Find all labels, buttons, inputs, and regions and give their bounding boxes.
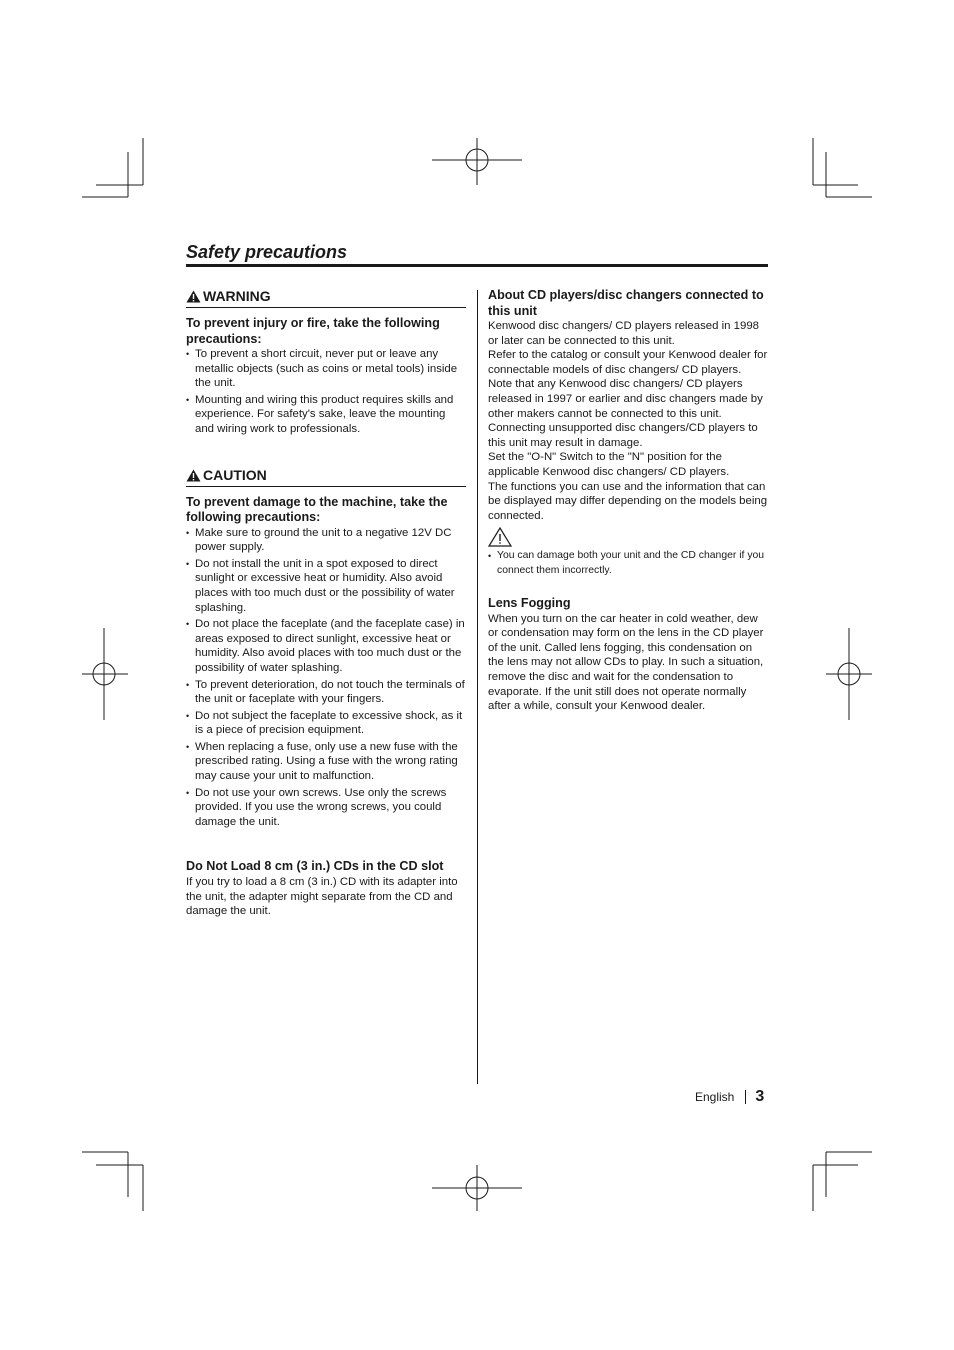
cd-changers-paragraph: Kenwood disc changers/ CD players released in 1998 or later can be connected to this unit. xyxy=(488,320,760,347)
page-number: 3 xyxy=(755,1088,765,1105)
lens-fogging-body: When you turn on the car heater in cold weather, dew or condensation may form on the lens in the CD player of the unit. Called lens fogging, this condensation on the lens may not allow CDs to play. In such a situation, remove the disc and wait for the condensation to evaporate. If the unit still does not operate normally after a while, consult your Kenwood dealer. xyxy=(488,612,764,713)
list-item: • When replacing a fuse, only use a new fuse with the prescribed rating. Using a fuse with the wrong rating may cause your unit to malfunction. xyxy=(186,740,466,784)
left-column xyxy=(186,288,466,919)
caution-heading xyxy=(186,467,466,487)
lens-fogging-heading: Lens Fogging xyxy=(488,596,571,611)
right-column xyxy=(488,288,770,714)
footer-language: English xyxy=(695,1090,735,1104)
cd-slot-body: If you try to load a 8 cm (3 in.) CD with its adapter into the unit, the adapter might separate from the CD and damage the unit. xyxy=(186,875,458,918)
caution-heading-label: CAUTION xyxy=(203,466,267,483)
page-title: Safety precautions xyxy=(186,242,348,262)
cd-changers-heading: About CD players/disc changers connected to this unit xyxy=(488,288,764,318)
caution-outline-icon xyxy=(488,527,512,547)
page-footer xyxy=(695,1087,764,1107)
caution-triangle-icon xyxy=(186,469,201,482)
caution-subheading: To prevent damage to the machine, take the following precautions: xyxy=(186,494,448,525)
column-divider xyxy=(477,290,478,1084)
warning-subheading: To prevent injury or fire, take the following precautions: xyxy=(186,316,440,346)
list-item: • To prevent deterioration, do not touch the terminals of the unit or faceplate with your fingers. xyxy=(186,678,466,707)
list-item: • Do not use your own screws. Use only the screws provided. If you use the wrong screws, you could damage the unit. xyxy=(186,786,466,830)
list-item: • To prevent a short circuit, never put or leave any metallic objects (such as coins or metal tools) inside the unit. xyxy=(186,347,466,391)
warning-heading-label: WARNING xyxy=(203,288,271,304)
list-item: • Mounting and wiring this product requires skills and experience. For safety's sake, leave the mounting and wiring work to professionals. xyxy=(186,393,466,437)
cd-changers-paragraph: Refer to the catalog or consult your Kenwood dealer for connectable models of disc changers/ CD players. xyxy=(488,349,768,376)
cd-changers-paragraph: Connecting unsupported disc changers/CD players to this unit may result in damage. xyxy=(488,422,758,449)
cd-changers-note-list xyxy=(488,549,770,578)
list-item: • Do not place the faceplate (and the faceplate case) in areas exposed to direct sunlight, excessive heat or humidity. Also avoid places with too much dust or the possibility of water splashing. xyxy=(186,617,466,675)
list-item: • Do not install the unit in a spot exposed to direct sunlight or excessive heat or humidity. Also avoid places with too much dust or the possibility of water splashing. xyxy=(186,557,466,615)
cd-changers-paragraph: Set the "O-N" Switch to the "N" position for the applicable Kenwood disc changers/ CD players. xyxy=(488,451,730,478)
title-rule xyxy=(186,264,768,267)
cd-slot-heading: Do Not Load 8 cm (3 in.) CDs in the CD slot xyxy=(186,859,444,874)
cd-changers-paragraph: The functions you can use and the information that can be displayed may differ depending on the models being connected. xyxy=(488,480,768,522)
cd-changers-paragraph: Note that any Kenwood disc changers/ CD players released in 1997 or earlier and disc changers made by other makers cannot be connected to this unit. xyxy=(488,378,763,420)
caution-list xyxy=(186,526,466,830)
footer-separator xyxy=(745,1090,746,1104)
list-item: • Make sure to ground the unit to a negative 12V DC power supply. xyxy=(186,526,466,555)
list-item: • Do not subject the faceplate to excessive shock, as it is a piece of precision equipment. xyxy=(186,709,466,738)
list-item: • You can damage both your unit and the CD changer if you connect them incorrectly. xyxy=(488,549,770,578)
warning-triangle-icon xyxy=(186,290,201,303)
warning-heading xyxy=(186,288,466,308)
caution-outline-icon-wrap xyxy=(488,527,770,547)
warning-list xyxy=(186,347,466,437)
